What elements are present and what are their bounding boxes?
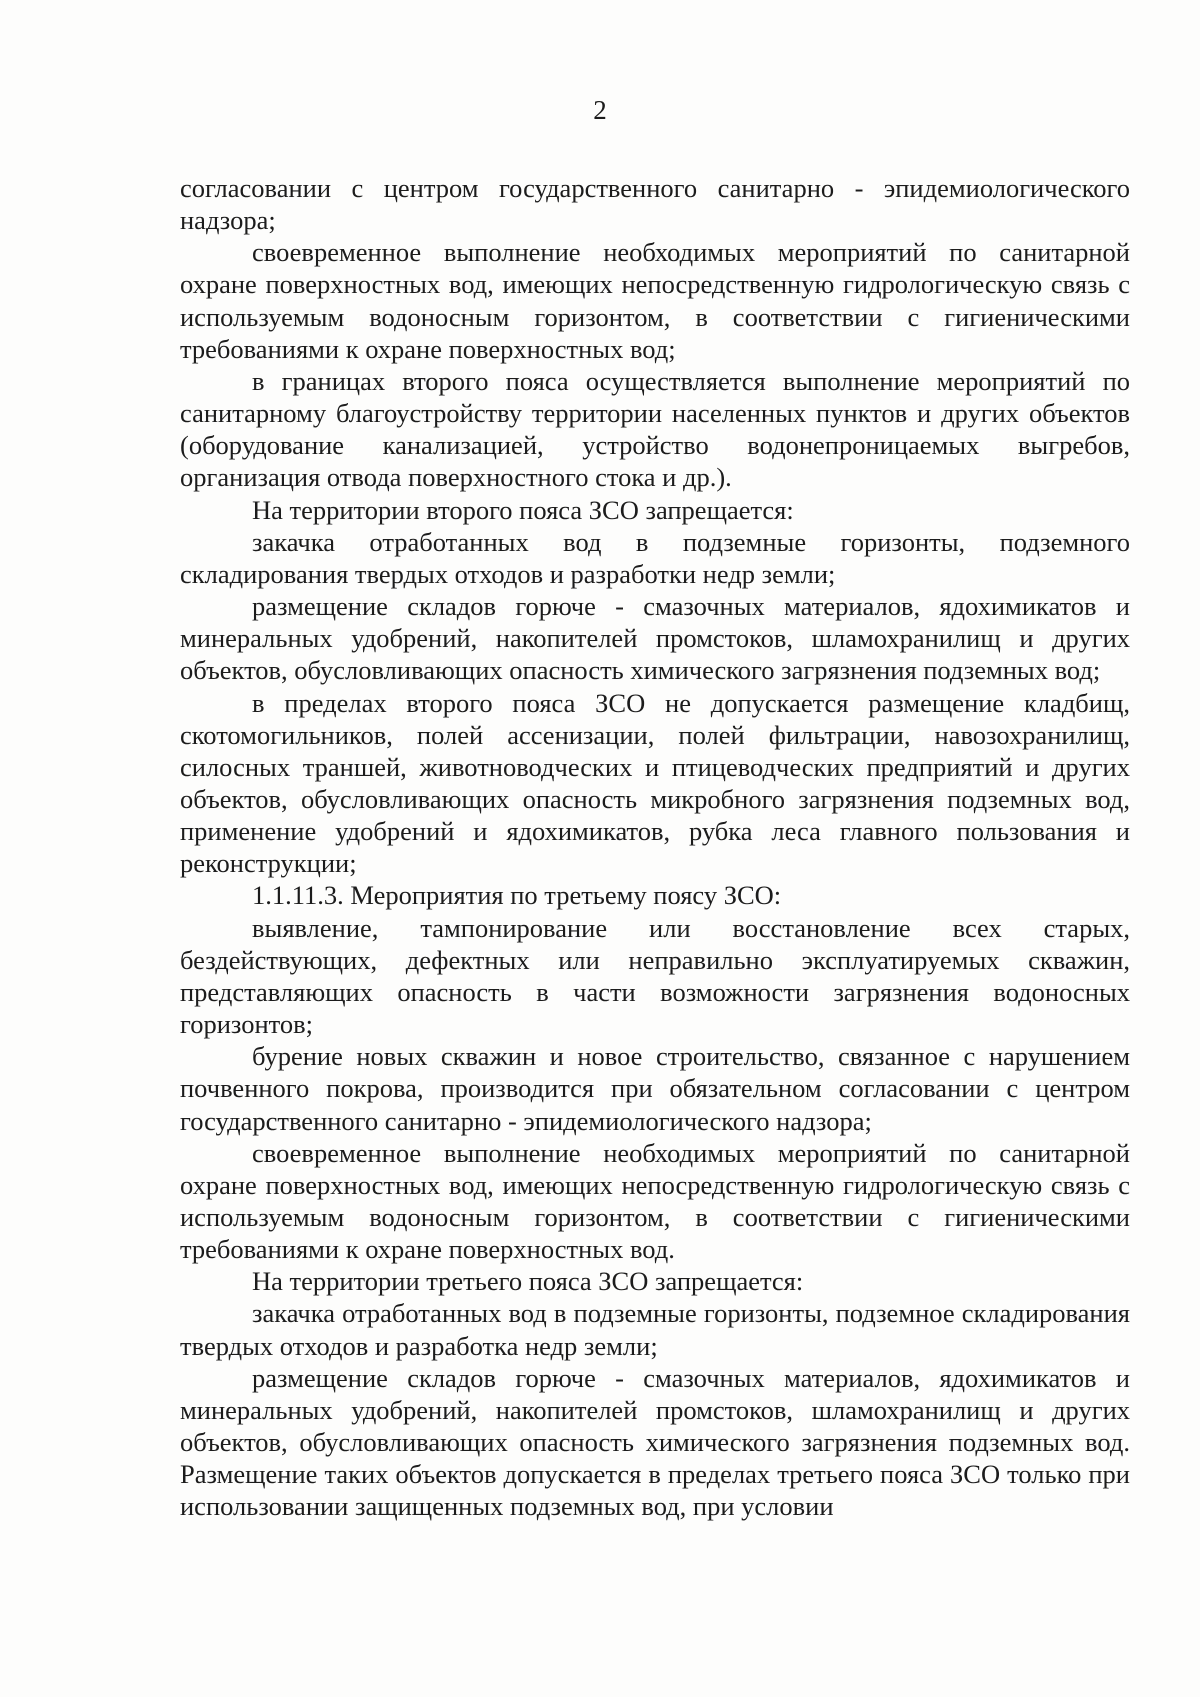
paragraph: На территории второго пояса ЗСО запрещается: <box>252 494 794 525</box>
paragraph: бурение новых скважин и новое строительство, связанное с нарушением почвенного покрова, производится при обязательном согласовании с центром государственного санитарно - эпидемиологического надзора; <box>180 1041 1130 1136</box>
paragraph: закачка отработанных вод в подземные горизонты, подземное складирования твердых отходов и разработка недр земли; <box>180 1298 1130 1361</box>
paragraph: размещение складов горюче - смазочных материалов, ядохимикатов и минеральных удобрений, накопителей промстоков, шламохранилищ и других объектов, обусловливающих опасность химического загрязнения подземных вод. Размещение таких объектов допускается в пределах третьего пояса ЗСО только при использовании защищенных подземных вод, при условии <box>180 1362 1130 1522</box>
paragraph: в пределах второго пояса ЗСО не допускается размещение кладбищ, скотомогильников, полей ассенизации, полей фильтрации, навозохранилищ, силосных траншей, животноводческих и птицеводческих предприятий и других объектов, обусловливающих опасность микробного загрязнения подземных вод, применение удобрений и ядохимикатов, рубка леса главного пользования и реконструкции; <box>180 687 1130 879</box>
paragraph: своевременное выполнение необходимых мероприятий по санитарной охране поверхностных вод, имеющих непосредственную гидрологическую связь с используемым водоносным горизонтом, в соответствии с гигиеническими требованиями к охране поверхностных вод; <box>180 237 1130 364</box>
page-number: 2 <box>593 95 607 125</box>
paragraph: своевременное выполнение необходимых мероприятий по санитарной охране поверхностных вод, имеющих непосредственную гидрологическую связь с используемым водоносным горизонтом, в соответствии с гигиеническими требованиями к охране поверхностных вод. <box>180 1137 1130 1265</box>
paragraph: На территории третьего пояса ЗСО запрещается: <box>252 1266 804 1297</box>
paragraph: закачка отработанных вод в подземные горизонты, подземного складирования твердых отходов и разработки недр земли; <box>180 526 1130 589</box>
paragraph: согласовании с центром государственного санитарно - эпидемиологического надзора; <box>180 173 1130 236</box>
paragraph: в границах второго пояса осуществляется выполнение мероприятий по санитарному благоустройству территории населенных пунктов и других объектов (оборудование канализацией, устройство водонепроницаемых выгребов, организация отвода поверхностного стока и др.). <box>180 365 1130 493</box>
section-heading: 1.1.11.3. Мероприятия по третьему поясу ЗСО: <box>252 880 782 911</box>
paragraph: выявление, тампонирование или восстановление всех старых, бездействующих, дефектных или неправильно эксплуатируемых скважин, представляющих опасность в части возможности загрязнения водоносных горизонтов; <box>180 912 1130 1040</box>
document-body <box>180 172 1130 1523</box>
paragraph: размещение складов горюче - смазочных материалов, ядохимикатов и минеральных удобрений, накопителей промстоков, шламохранилищ и других объектов, обусловливающих опасность химического загрязнения подземных вод; <box>180 591 1130 686</box>
